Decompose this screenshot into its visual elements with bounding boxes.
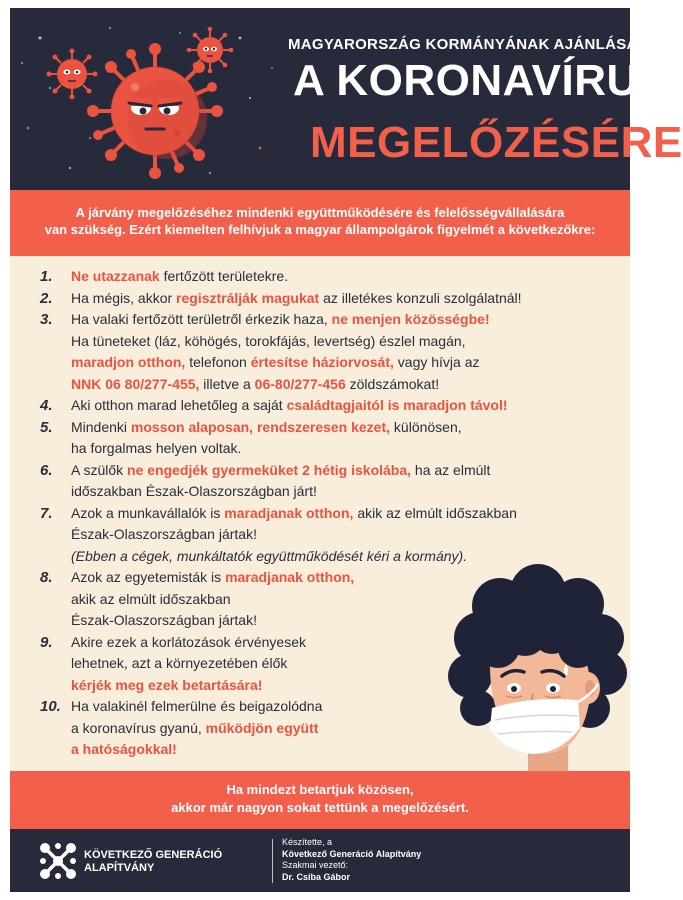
- item-text: Észak-Olaszországban jártak!: [71, 612, 257, 628]
- item-line: [71, 266, 620, 288]
- highlight-text: Ne utazzanak: [71, 268, 160, 284]
- credits-line: Szakmai vezető:: [282, 860, 349, 870]
- item-number: 2.: [40, 289, 53, 307]
- credits: [282, 837, 421, 883]
- item-text: Azok az egyetemisták is: [71, 569, 226, 585]
- highlight-text: NNK 06 80/277-455,: [71, 375, 200, 392]
- item-text: különösen,: [390, 418, 462, 435]
- item-text: a koronavírus gyanú,: [71, 719, 206, 736]
- item-text: zöldszámokat!: [345, 375, 440, 392]
- organization-name: [84, 849, 222, 875]
- footer: [10, 829, 630, 892]
- logo-icon: [38, 841, 78, 881]
- poster: [10, 8, 683, 892]
- highlight-text: maradjanak otthon,: [224, 504, 354, 521]
- item-text: ha forgalmas helyen voltak.: [71, 440, 242, 456]
- item-text: Mindenki: [71, 418, 131, 435]
- item-text: akik az elmúlt időszakban: [353, 504, 517, 521]
- item-line: [71, 460, 620, 482]
- highlight-text: regisztrálják magukat: [176, 289, 320, 306]
- item-text: Észak-Olaszországban jártak!: [71, 526, 257, 542]
- virus-illustration: [10, 8, 290, 190]
- list-item: [40, 309, 620, 395]
- item-number: 6.: [40, 461, 53, 479]
- item-number: 5.: [40, 418, 53, 436]
- highlight-text: kérjék meg ezek betartására!: [71, 676, 263, 693]
- item-text: fertőzött területekre.: [159, 268, 289, 284]
- item-number: 8.: [40, 569, 53, 586]
- item-line: [71, 309, 620, 331]
- item-text: Ha valakinél felmerülne és beigazolódna: [71, 698, 323, 714]
- intro-line-1: A járvány megelőzéséhez mindenki együttműködésére és felelősségvállalására: [75, 205, 565, 220]
- item-text: Ha tüneteket (láz, köhögés, torokfájás, levertség) észlel magán,: [71, 332, 466, 349]
- list-item: [40, 395, 620, 417]
- item-line: [71, 395, 620, 417]
- item-line: [71, 352, 620, 374]
- item-line: [71, 481, 620, 503]
- title-line-2: MEGELŐZÉSÉRE: [310, 118, 683, 167]
- intro-line-2: van szükség. Ezért kiemelten felhívjuk a magyar állampolgárok figyelmét a következőkre:: [44, 222, 596, 237]
- item-number: 7.: [40, 504, 53, 522]
- item-text: az illetékes konzuli szolgálatnál!: [319, 289, 522, 306]
- highlight-text: maradjon otthon,: [71, 354, 186, 370]
- bottom-line-2: akkor már nagyon sokat tettünk a megelőzésért.: [171, 800, 469, 815]
- list-item: [40, 288, 620, 310]
- item-line: [71, 331, 620, 353]
- supertitle: MAGYARORSZÁG KORMÁNYÁNAK AJÁNLÁSA: [288, 36, 638, 53]
- item-line: [71, 438, 620, 460]
- org-line-1: KÖVETKEZŐ GENERÁCIÓ: [84, 849, 223, 861]
- highlight-text: 06-80/277-456: [254, 375, 346, 392]
- item-text: Ha valaki fertőzött területről érkezik haza,: [71, 311, 332, 327]
- item-text: A szülők: [71, 461, 128, 478]
- highlight-text: ne menjen közösségbe!: [331, 311, 490, 327]
- virus-icon: [87, 43, 223, 179]
- item-text: Aki otthon marad lehetőleg a saját: [71, 397, 287, 413]
- item-number: 9.: [40, 633, 53, 651]
- small-virus-icon: [47, 49, 98, 100]
- highlight-text: mosson alaposan, rendszeresen kezet,: [130, 418, 391, 435]
- item-text: Azok a munkavállalók is: [71, 504, 225, 521]
- footer-divider: [272, 839, 273, 883]
- note-text: (Ebben a cégek, munkáltatók együttműködését kéri a kormány).: [71, 547, 468, 564]
- intro-band: [10, 190, 630, 256]
- credits-line: Következő Generáció Alapítvány: [282, 848, 422, 859]
- list-item: [40, 503, 620, 568]
- item-text: Ha mégis, akkor: [71, 289, 177, 306]
- item-text: illetve a: [199, 375, 255, 392]
- highlight-text: családtagjaitól is maradjon távol!: [286, 397, 508, 413]
- item-text: telefonon: [185, 354, 251, 370]
- highlight-text: működjön együtt: [205, 719, 319, 736]
- item-line: [71, 503, 620, 525]
- list-item: [40, 266, 620, 288]
- title-line-1: A KORONAVÍRUS: [293, 56, 669, 105]
- credits-line: Készítette, a: [282, 837, 333, 847]
- highlight-text: maradjanak otthon,: [225, 569, 355, 585]
- item-text: vagy hívja az: [393, 354, 480, 370]
- item-text: időszakban Észak-Olaszországban járt!: [71, 483, 317, 499]
- item-number: 3.: [40, 311, 53, 328]
- header: [10, 8, 683, 190]
- item-text: ha az elmúlt: [411, 461, 491, 478]
- item-number: 1.: [40, 268, 53, 285]
- highlight-text: ne engedjék gyermeküket 2 hétig iskolába,: [127, 461, 412, 478]
- highlight-text: a hatóságokkal!: [71, 741, 177, 757]
- item-text: lehetnek, azt a környezetében élők: [71, 655, 288, 671]
- item-number: 10.: [40, 698, 61, 715]
- bottom-band: [10, 771, 630, 829]
- item-line: [71, 546, 620, 568]
- credits-line: Dr. Csiba Gábor: [282, 871, 351, 882]
- item-number: 4.: [40, 397, 53, 414]
- item-line: [71, 288, 620, 310]
- item-line: [71, 417, 620, 439]
- highlight-text: értesítse háziorvosát,: [250, 354, 394, 370]
- item-line: [71, 374, 620, 396]
- bottom-line-1: Ha mindezt betartjuk közösen,: [226, 782, 414, 797]
- org-line-2: ALAPÍTVÁNY: [84, 862, 155, 874]
- item-text: Akire ezek a korlátozások érvényesek: [71, 633, 306, 650]
- item-text: akik az elmúlt időszakban: [71, 590, 231, 607]
- item-line: [71, 524, 620, 546]
- list-item: [40, 460, 620, 503]
- list-item: [40, 417, 620, 460]
